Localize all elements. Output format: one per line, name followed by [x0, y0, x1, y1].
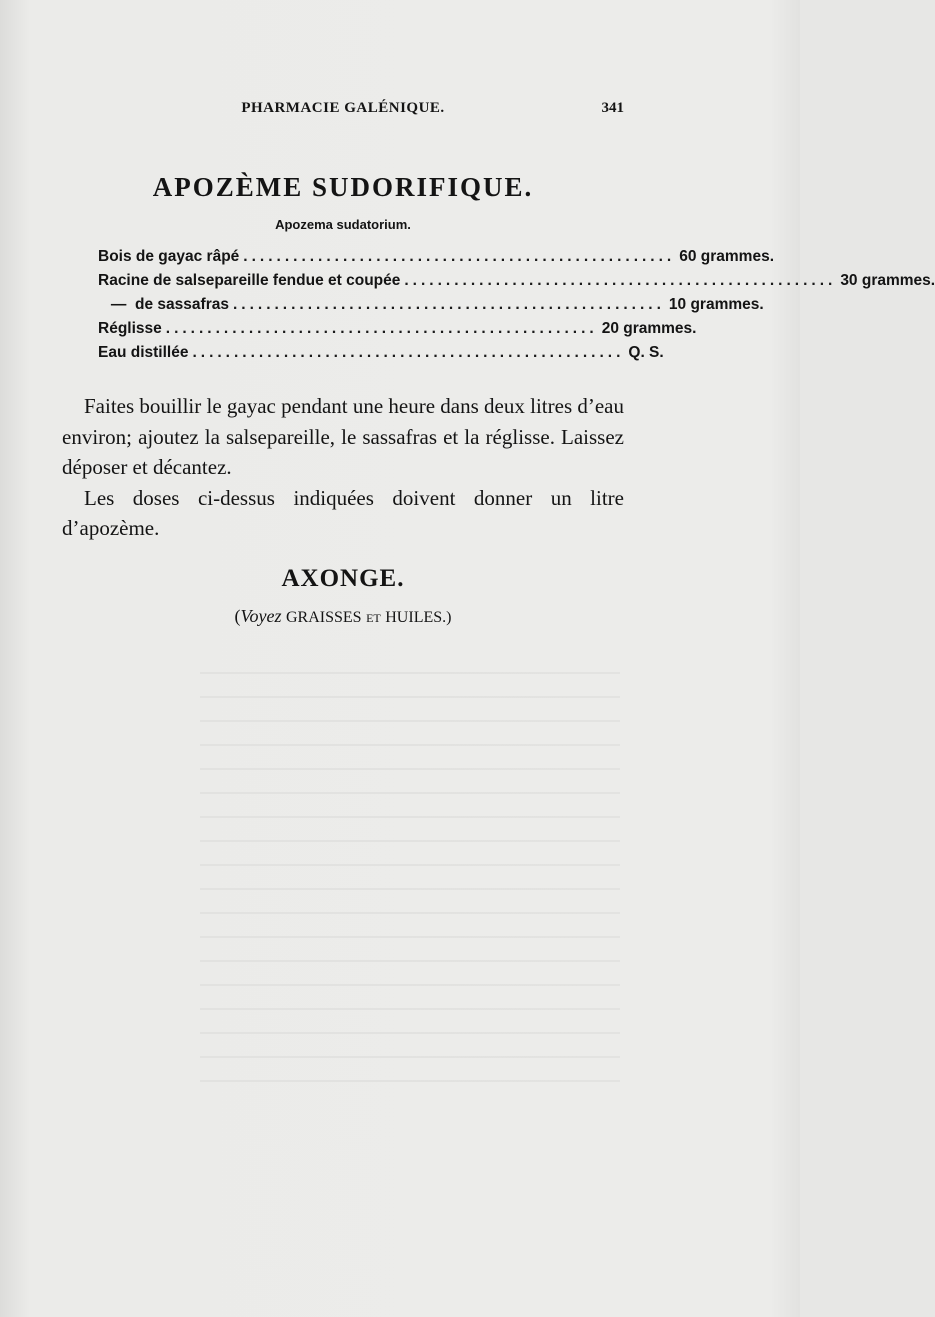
- ingredient-quantity: 10 grammes.: [668, 296, 764, 313]
- cross-reference: [0, 606, 686, 627]
- ingredient-row: [98, 320, 697, 344]
- ingredient-quantity: 30 grammes.: [840, 272, 935, 289]
- ingredient-row: [98, 344, 664, 368]
- ingredient-name: — de sassafras: [98, 296, 229, 313]
- crossref-word2: HUILES.): [385, 609, 452, 626]
- ingredient-name: Réglisse: [98, 320, 162, 337]
- section2-title: AXONGE.: [281, 565, 405, 592]
- ingredient-quantity: 60 grammes.: [679, 248, 775, 265]
- page-number: 341: [601, 100, 624, 116]
- crossref-voyez: Voyez: [240, 606, 282, 626]
- ingredient-name: Bois de gayac râpé: [98, 248, 240, 265]
- ingredient-row: [98, 272, 935, 296]
- ingredient-quantity: 20 grammes.: [601, 320, 697, 337]
- ingredient-row: [98, 248, 775, 272]
- crossref-et: ET: [366, 611, 381, 625]
- ingredient-name: Eau distillée: [98, 344, 189, 361]
- running-title: PHARMACIE GALÉNIQUE.: [241, 100, 445, 116]
- running-head: [62, 100, 624, 122]
- dot-leader: ....................................................: [192, 344, 625, 361]
- dot-leader: ....................................................: [404, 272, 837, 289]
- dot-leader: ....................................................: [165, 320, 598, 337]
- dot-leader: ....................................................: [232, 296, 665, 313]
- instructions: [62, 391, 624, 544]
- bleed-through-texture: [200, 650, 620, 1090]
- ingredient-name: Racine de salsepareille fendue et coupée: [98, 272, 401, 289]
- section-title: APOZÈME SUDORIFIQUE.: [152, 172, 534, 202]
- ingredient-quantity: Q. S.: [628, 344, 664, 361]
- crossref-open: (: [234, 606, 241, 626]
- crossref-word1: GRAISSES: [286, 609, 362, 626]
- latin-name: Apozema sudatorium.: [275, 217, 411, 232]
- paragraph: Faites bouillir le gayac pendant une heure dans deux litres d’eau environ; ajoutez la salsepareille, le sassafras et la réglisse. Laissez déposer et décantez.: [62, 394, 624, 479]
- dot-leader: ....................................................: [243, 248, 676, 265]
- paragraph: Les doses ci-dessus indiquées doivent donner un litre d’apozème.: [62, 485, 624, 540]
- ingredient-row: [98, 296, 764, 320]
- ingredient-list: [98, 248, 935, 368]
